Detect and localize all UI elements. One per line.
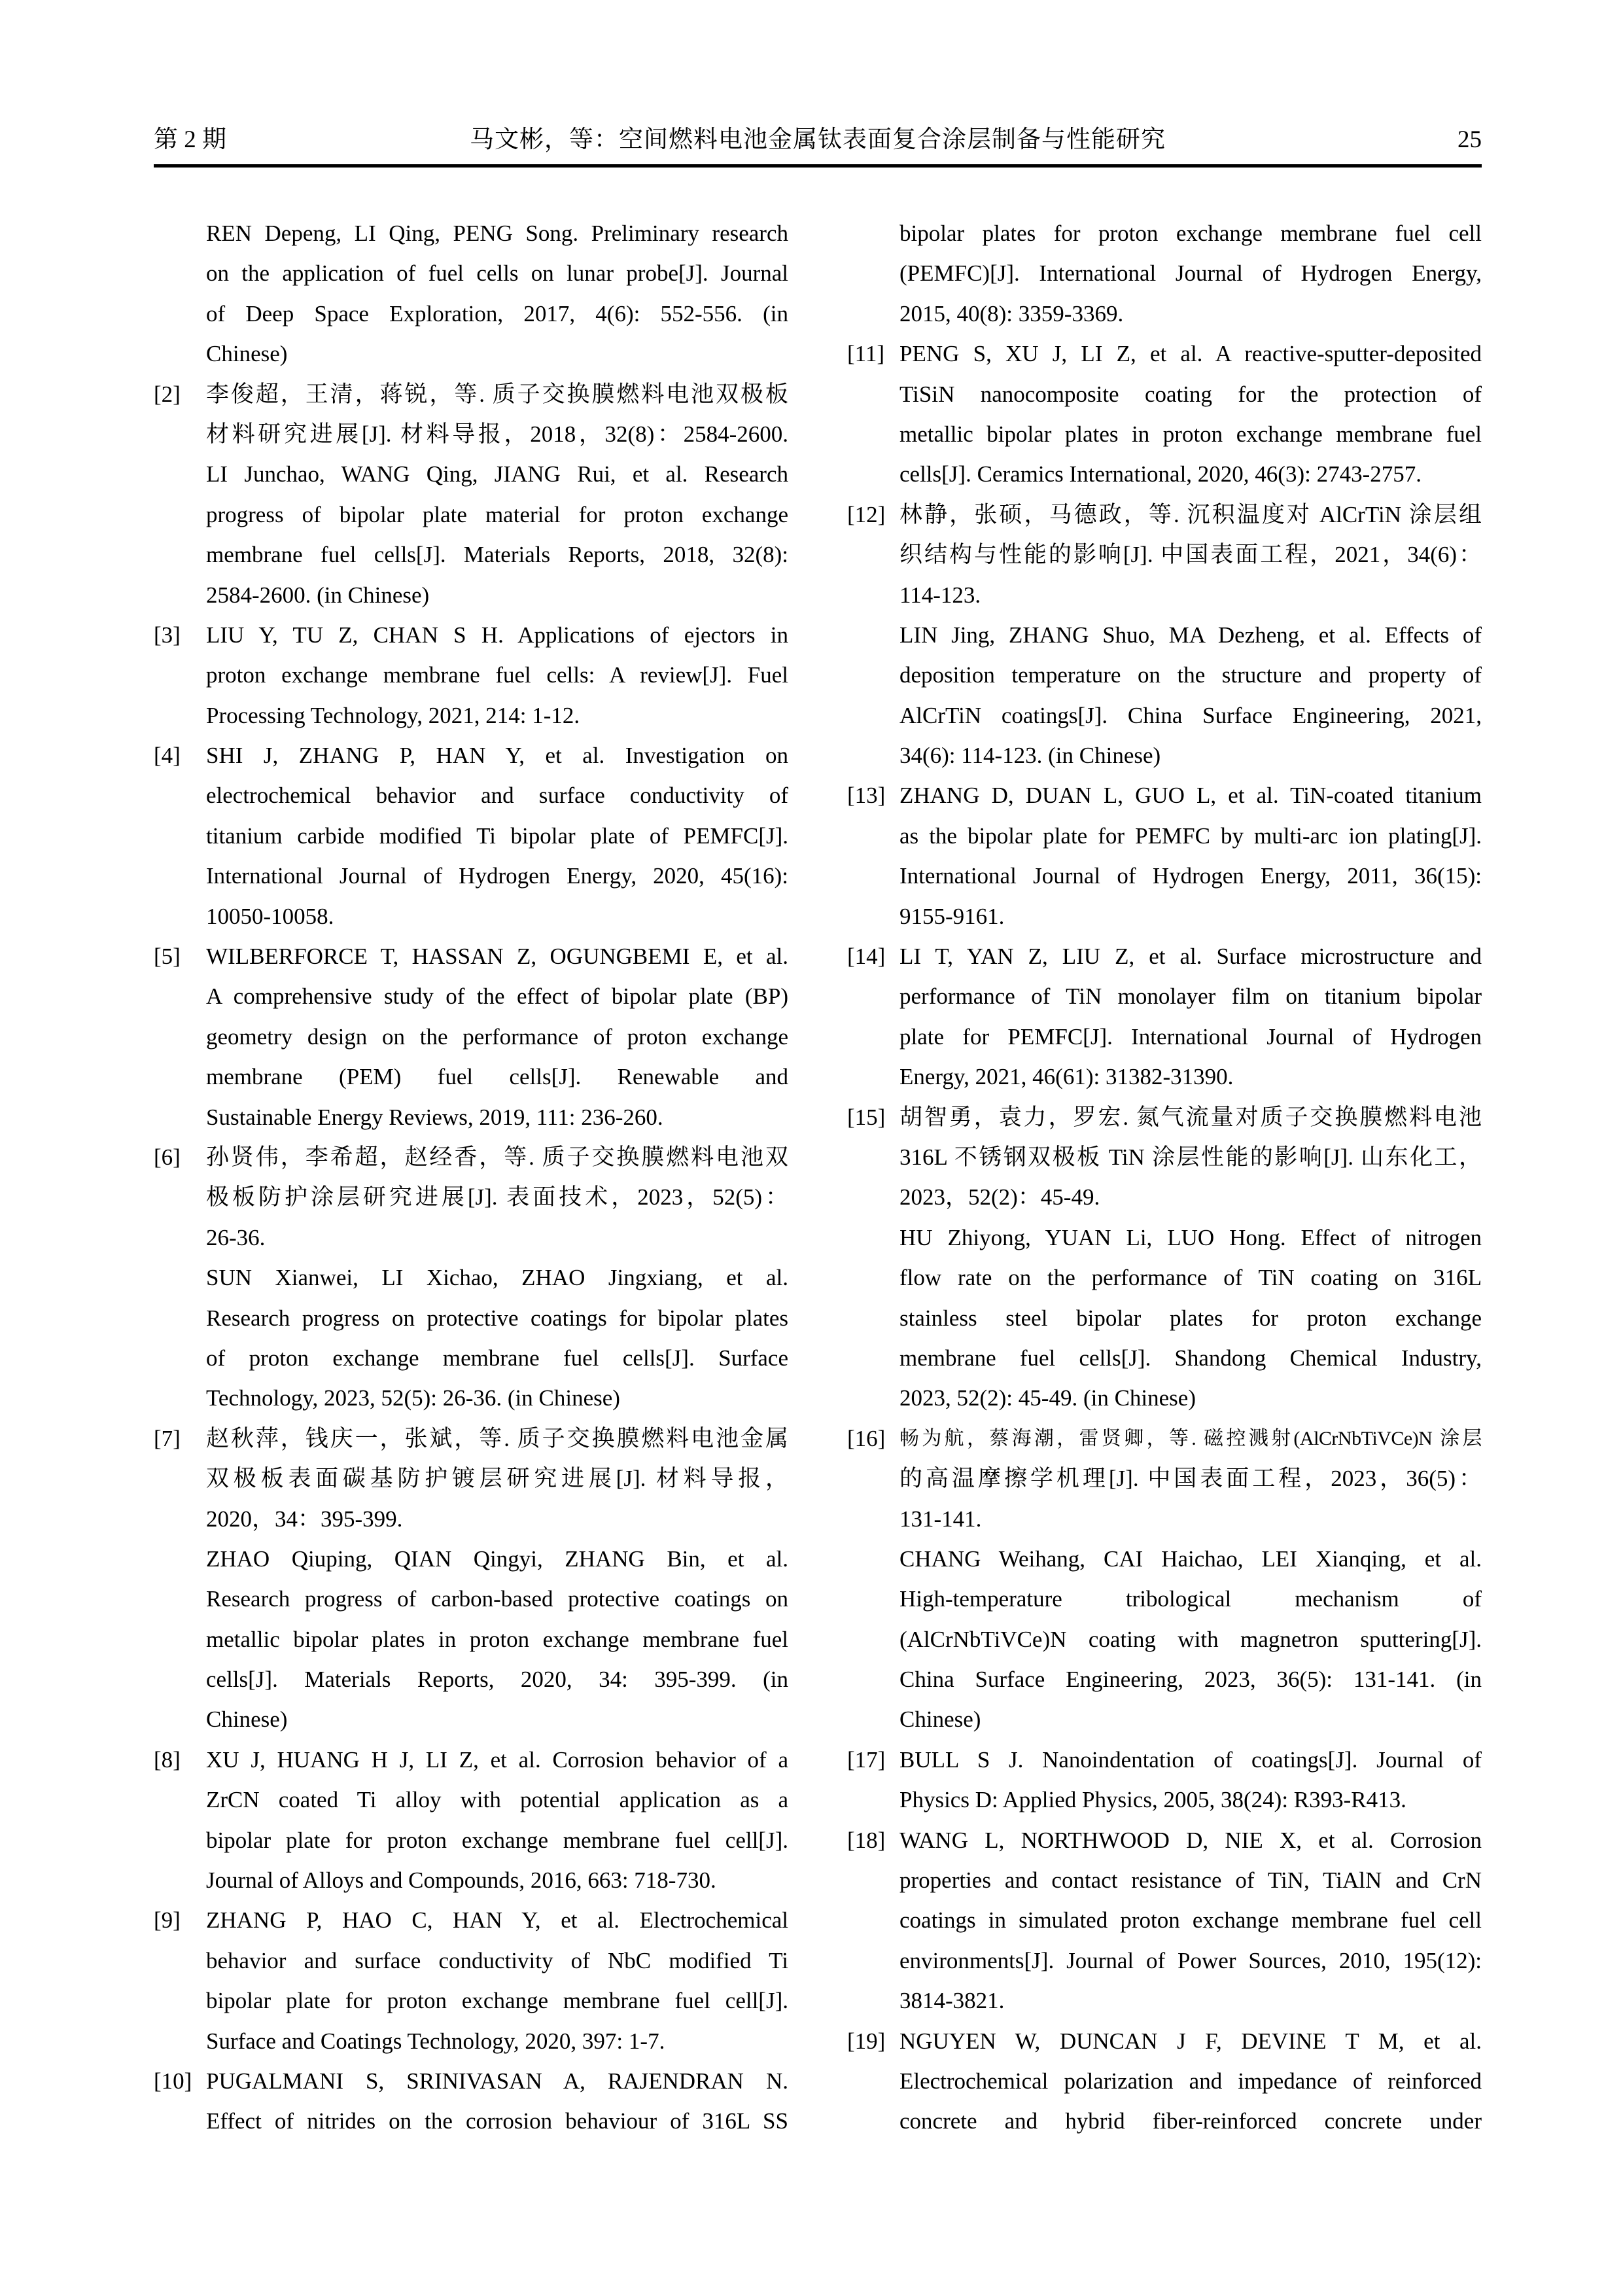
reference-line [154, 1137, 788, 1177]
reference-text: Processing Technology, 2021, 214: 1-12. [206, 702, 580, 728]
reference-text: WANG L, NORTHWOOD D, NIE X, et al. Corrosion [899, 1827, 1482, 1853]
reference-line [847, 1900, 1482, 1940]
reference-text: High-temperature tribological mechanism of [899, 1586, 1482, 1612]
reference-text: 织结构与性能的影响[J]. 中国表面工程，2021，34(6)： [899, 542, 1482, 568]
reference-line [847, 1981, 1482, 2021]
reference-text: flow rate on the performance of TiN coating on 316L [899, 1265, 1482, 1291]
reference-number [847, 615, 899, 655]
reference-line [154, 1419, 788, 1458]
reference-line [847, 1619, 1482, 1659]
reference-number [154, 1258, 206, 1298]
reference-number [847, 1941, 899, 1981]
reference-text: cells[J]. Materials Reports, 2020, 34: 395-399. (in [206, 1667, 788, 1693]
reference-line [847, 334, 1482, 374]
reference-text: LIU Y, TU Z, CHAN S H. Applications of ejectors in [206, 622, 788, 648]
reference-number: [10] [154, 2068, 192, 2094]
reference-number [847, 1900, 899, 1940]
reference-text: (AlCrNbTiVCe)N coating with magnetron sputtering[J]. [899, 1626, 1482, 1652]
reference-text: International Journal of Hydrogen Energy, 2020, 45(16): [206, 863, 788, 889]
reference-number [847, 213, 899, 253]
reference-line [154, 1619, 788, 1659]
reference-line [847, 1177, 1482, 1217]
reference-text: Chinese) [899, 1706, 981, 1733]
reference-line [154, 1057, 788, 1097]
reference-text: titanium carbide modified Ti bipolar plate of PEMFC[J]. [206, 822, 788, 849]
reference-number [847, 1499, 899, 1539]
reference-text: 赵秋萍，钱庆一，张斌，等. 质子交换膜燃料电池金属 [206, 1425, 788, 1451]
reference-text: metallic bipolar plates in proton exchange membrane fuel [899, 421, 1482, 447]
reference-number [154, 213, 206, 253]
reference-line [154, 976, 788, 1016]
reference-line [154, 1941, 788, 1981]
reference-line [154, 1177, 788, 1217]
reference-text: WILBERFORCE T, HASSAN Z, OGUNGBEMI E, et al. [206, 944, 788, 970]
reference-line [847, 1539, 1482, 1579]
reference-line [847, 816, 1482, 856]
reference-line [847, 1057, 1482, 1097]
reference-text: 26-36. [206, 1224, 266, 1250]
reference-number [154, 294, 206, 334]
reference-line [154, 2021, 788, 2061]
reference-text: Research progress on protective coatings for bipolar plates [206, 1305, 788, 1331]
reference-line [847, 1419, 1482, 1458]
reference-number [847, 1981, 899, 2021]
reference-number [154, 1057, 206, 1097]
reference-number [154, 454, 206, 494]
reference-line [154, 936, 788, 976]
reference-text: geometry design on the performance of proton exchange [206, 1023, 788, 1050]
reference-line [154, 896, 788, 936]
reference-line [847, 1137, 1482, 1177]
reference-text: bipolar plates for proton exchange membrane fuel cell [899, 221, 1482, 246]
reference-line [154, 1017, 788, 1057]
reference-text: proton exchange membrane fuel cells: A review[J]. Fuel [206, 662, 788, 688]
reference-number: [9] [154, 1907, 181, 1934]
reference-line [847, 374, 1482, 414]
reference-number [847, 896, 899, 936]
reference-line [154, 414, 788, 454]
reference-text: 孙贤伟，李希超，赵经香，等. 质子交换膜燃料电池双 [206, 1144, 788, 1170]
reference-text: properties and contact resistance of TiN, TiAlN and CrN [899, 1867, 1482, 1894]
reference-line [154, 294, 788, 334]
reference-line [154, 253, 788, 293]
reference-line [847, 2101, 1482, 2141]
reference-number: [19] [847, 2028, 886, 2054]
reference-line [847, 1941, 1482, 1981]
reference-text: 10050-10058. [206, 903, 334, 929]
reference-text: Research progress of carbon-based protective coatings on [206, 1586, 788, 1612]
reference-number: [5] [154, 944, 181, 970]
reference-number: [4] [154, 743, 181, 769]
reference-line [154, 1659, 788, 1699]
reference-text: 双极板表面碳基防护镀层研究进展[J]. 材料导报， [206, 1466, 788, 1492]
reference-line [154, 655, 788, 695]
reference-line [847, 976, 1482, 1016]
reference-line [847, 414, 1482, 454]
reference-line [154, 1338, 788, 1378]
reference-line [154, 735, 788, 775]
reference-line [154, 575, 788, 615]
reference-text: Electrochemical polarization and impedance of reinforced [899, 2068, 1482, 2094]
reference-line [847, 1458, 1482, 1498]
reference-number: [7] [154, 1425, 181, 1451]
reference-number [154, 414, 206, 454]
reference-text: 胡智勇，袁力，罗宏. 氮气流量对质子交换膜燃料电池 [899, 1104, 1482, 1130]
reference-line [847, 2021, 1482, 2061]
reference-text: of proton exchange membrane fuel cells[J]. Surface [206, 1345, 788, 1371]
reference-line [847, 856, 1482, 896]
reference-number [154, 2021, 206, 2061]
reference-number [154, 1981, 206, 2021]
reference-number [847, 414, 899, 454]
reference-number [847, 1218, 899, 1258]
reference-text: coatings in simulated proton exchange membrane fuel cell [899, 1907, 1482, 1934]
reference-number [847, 575, 899, 615]
reference-text: AlCrTiN coatings[J]. China Surface Engineering, 2021, [899, 702, 1482, 728]
reference-text: performance of TiN monolayer film on titanium bipolar [899, 983, 1482, 1010]
reference-number [847, 1177, 899, 1217]
reference-text: Chinese) [206, 341, 288, 367]
reference-text: bipolar plate for proton exchange membrane fuel cell[J]. [206, 1988, 788, 2014]
reference-text: progress of bipolar plate material for proton exchange [206, 501, 788, 527]
reference-number [154, 1539, 206, 1579]
reference-line [847, 655, 1482, 695]
reference-text: environments[J]. Journal of Power Sources, 2010, 195(12): [899, 1947, 1482, 1973]
reference-text: PENG S, XU J, LI Z, et al. A reactive-sputter-deposited [899, 341, 1482, 367]
reference-line [154, 1820, 788, 1860]
reference-line [847, 735, 1482, 775]
reference-number [154, 816, 206, 856]
reference-text: 的高温摩擦学机理[J]. 中国表面工程，2023，36(5)： [899, 1466, 1482, 1492]
reference-line [154, 495, 788, 535]
reference-number [847, 655, 899, 695]
reference-line [847, 1860, 1482, 1900]
reference-number [154, 896, 206, 936]
reference-line [154, 696, 788, 735]
reference-text: on the application of fuel cells on lunar probe[J]. Journal [206, 260, 788, 287]
page-header [154, 122, 1482, 158]
reference-text: LIN Jing, ZHANG Shuo, MA Dezheng, et al. Effects of [899, 622, 1482, 648]
reference-text: SHI J, ZHANG P, HAN Y, et al. Investigation on [206, 743, 788, 769]
reference-text: Physics D: Applied Physics, 2005, 38(24): R393-R413. [899, 1787, 1406, 1813]
reference-number [154, 495, 206, 535]
reference-text: BULL S J. Nanoindentation of coatings[J]. Journal of [899, 1746, 1482, 1773]
reference-text: International Journal of Hydrogen Energy, 2011, 36(15): [899, 863, 1482, 889]
reference-number [154, 1218, 206, 1258]
reference-line [154, 1378, 788, 1418]
reference-number [154, 1177, 206, 1217]
reference-number [154, 2101, 206, 2141]
reference-text: Surface and Coatings Technology, 2020, 397: 1-7. [206, 2028, 665, 2054]
reference-number [847, 1699, 899, 1739]
reference-text: LI T, YAN Z, LIU Z, et al. Surface microstructure and [899, 944, 1482, 970]
reference-line [154, 1218, 788, 1258]
reference-number [154, 775, 206, 815]
reference-text: A comprehensive study of the effect of bipolar plate (BP) [206, 983, 788, 1010]
reference-number: [11] [847, 341, 885, 367]
reference-number [847, 735, 899, 775]
reference-line [154, 1258, 788, 1298]
reference-line [154, 1981, 788, 2021]
reference-line [154, 816, 788, 856]
reference-text: 34(6): 114-123. (in Chinese) [899, 743, 1161, 769]
reference-number [847, 816, 899, 856]
reference-text: PUGALMANI S, SRINIVASAN A, RAJENDRAN N. [206, 2068, 788, 2094]
reference-line [154, 856, 788, 896]
reference-text: Technology, 2023, 52(5): 26-36. (in Chinese) [206, 1385, 620, 1411]
reference-line [154, 1740, 788, 1780]
reference-number: [15] [847, 1104, 886, 1130]
reference-text: CHANG Weihang, CAI Haichao, LEI Xianqing, et al. [899, 1545, 1482, 1572]
reference-text: 3814-3821. [899, 1988, 1005, 2014]
reference-number [847, 1780, 899, 1820]
references-section [154, 213, 1482, 2142]
reference-number [154, 1659, 206, 1699]
reference-text: as the bipolar plate for PEMFC by multi-arc ion plating[J]. [899, 822, 1482, 849]
reference-number: [16] [847, 1425, 886, 1451]
reference-text: membrane (PEM) fuel cells[J]. Renewable and [206, 1064, 788, 1090]
reference-number [154, 253, 206, 293]
reference-line [154, 1539, 788, 1579]
reference-line [154, 535, 788, 574]
reference-line [154, 334, 788, 374]
reference-number [154, 1820, 206, 1860]
reference-text: 畅为航，蔡海潮，雷贤卿，等. 磁控溅射(AlCrNbTiVCe)N 涂层 [899, 1427, 1482, 1449]
reference-text: deposition temperature on the structure and property of [899, 662, 1482, 688]
reference-line [847, 1820, 1482, 1860]
reference-line [847, 1699, 1482, 1739]
reference-number: [3] [154, 622, 181, 648]
reference-text: XU J, HUANG H J, LI Z, et al. Corrosion behavior of a [206, 1746, 788, 1773]
reference-number [847, 535, 899, 574]
reference-number [154, 1941, 206, 1981]
reference-number: [8] [154, 1746, 181, 1773]
reference-text: ZHAO Qiuping, QIAN Qingyi, ZHANG Bin, et al. [206, 1545, 788, 1572]
reference-number: [13] [847, 783, 886, 809]
reference-line [847, 775, 1482, 815]
reference-text: NGUYEN W, DUNCAN J F, DEVINE T M, et al. [899, 2028, 1482, 2054]
reference-line [847, 1780, 1482, 1820]
reference-text: 李俊超，王清，蒋锐，等. 质子交换膜燃料电池双极板 [206, 381, 788, 407]
reference-text: TiSiN nanocomposite coating for the protection of [899, 381, 1482, 407]
reference-number [154, 1780, 206, 1820]
reference-number [154, 696, 206, 735]
reference-number [847, 856, 899, 896]
reference-number [847, 1057, 899, 1097]
reference-line [847, 575, 1482, 615]
reference-number [847, 1378, 899, 1418]
reference-number [154, 1699, 206, 1739]
reference-line [847, 2061, 1482, 2101]
reference-number [847, 1579, 899, 1619]
reference-line [154, 1097, 788, 1137]
reference-line [847, 1378, 1482, 1418]
reference-number [847, 1258, 899, 1298]
reference-text: 114-123. [899, 582, 981, 608]
reference-text: cells[J]. Ceramics International, 2020, 46(3): 2743-2757. [899, 461, 1422, 487]
reference-number [847, 454, 899, 494]
reference-line [847, 1338, 1482, 1378]
reference-line [847, 1097, 1482, 1137]
reference-text: 2023，52(2)：45-49. [899, 1184, 1100, 1210]
reference-number [847, 1458, 899, 1498]
reference-text: membrane fuel cells[J]. Materials Reports, 2018, 32(8): [206, 542, 788, 568]
reference-line [847, 1579, 1482, 1619]
reference-line [847, 1258, 1482, 1298]
reference-text: metallic bipolar plates in proton exchange membrane fuel [206, 1626, 788, 1652]
reference-text: 131-141. [899, 1506, 982, 1532]
reference-text: 9155-9161. [899, 903, 1005, 929]
reference-text: SUN Xianwei, LI Xichao, ZHAO Jingxiang, et al. [206, 1265, 788, 1291]
page-number: 25 [1457, 126, 1482, 153]
reference-line [154, 775, 788, 815]
reference-line [847, 615, 1482, 655]
reference-line [154, 1579, 788, 1619]
reference-text: 2023, 52(2): 45-49. (in Chinese) [899, 1385, 1196, 1411]
column-right [847, 213, 1482, 2142]
reference-text: (PEMFC)[J]. International Journal of Hydrogen Energy, [899, 260, 1482, 287]
reference-text: membrane fuel cells[J]. Shandong Chemical Industry, [899, 1345, 1482, 1371]
reference-number [847, 1338, 899, 1378]
reference-number: [12] [847, 501, 886, 527]
reference-line [154, 374, 788, 414]
reference-number [847, 1298, 899, 1338]
reference-line [847, 454, 1482, 494]
reference-number [847, 374, 899, 414]
reference-number [847, 1860, 899, 1900]
reference-text: behavior and surface conductivity of NbC modified Ti [206, 1947, 788, 1973]
reference-number [154, 535, 206, 574]
reference-text: Journal of Alloys and Compounds, 2016, 663: 718-730. [206, 1867, 716, 1894]
reference-number [847, 2061, 899, 2101]
reference-number [154, 1860, 206, 1900]
reference-number [847, 696, 899, 735]
reference-text: bipolar plate for proton exchange membrane fuel cell[J]. [206, 1827, 788, 1853]
reference-line [154, 1458, 788, 1498]
issue-label: 第 2 期 [154, 126, 226, 153]
reference-line [847, 896, 1482, 936]
reference-text: ZHANG D, DUAN L, GUO L, et al. TiN-coated titanium [899, 783, 1482, 809]
reference-line [847, 936, 1482, 976]
reference-line [154, 454, 788, 494]
reference-text: Chinese) [206, 1706, 288, 1733]
reference-line [847, 1499, 1482, 1539]
reference-text: 2020，34：395-399. [206, 1506, 403, 1532]
reference-text: 林静，张硕，马德政，等. 沉积温度对 AlCrTiN 涂层组 [899, 501, 1482, 527]
reference-number [154, 856, 206, 896]
reference-line [154, 1780, 788, 1820]
reference-line [847, 1740, 1482, 1780]
column-left [154, 213, 788, 2142]
reference-line [154, 1298, 788, 1338]
reference-line [847, 213, 1482, 253]
reference-line [847, 1017, 1482, 1057]
reference-text: of Deep Space Exploration, 2017, 4(6): 552-556. (in [206, 300, 788, 327]
reference-number [154, 1097, 206, 1137]
reference-text: REN Depeng, LI Qing, PENG Song. Preliminary research [206, 221, 788, 246]
reference-text: Effect of nitrides on the corrosion behaviour of 316L SS [206, 2108, 788, 2134]
reference-number [847, 253, 899, 293]
reference-line [847, 696, 1482, 735]
reference-line [847, 1659, 1482, 1699]
reference-number [154, 655, 206, 695]
reference-text: 2015, 40(8): 3359-3369. [899, 300, 1124, 327]
reference-text: ZrCN coated Ti alloy with potential application as a [206, 1787, 788, 1813]
reference-number [154, 575, 206, 615]
reference-text: HU Zhiyong, YUAN Li, LUO Hong. Effect of nitrogen [899, 1224, 1482, 1250]
reference-line [847, 294, 1482, 334]
reference-number [154, 1298, 206, 1338]
reference-number [847, 1017, 899, 1057]
reference-text: stainless steel bipolar plates for proton exchange [899, 1305, 1482, 1331]
reference-line [847, 1218, 1482, 1258]
reference-number: [17] [847, 1746, 886, 1773]
reference-text: 316L 不锈钢双极板 TiN 涂层性能的影响[J]. 山东化工， [899, 1144, 1482, 1170]
reference-line [154, 1699, 788, 1739]
header-rule [154, 164, 1482, 168]
reference-text: Energy, 2021, 46(61): 31382-31390. [899, 1064, 1234, 1090]
reference-line [847, 535, 1482, 574]
reference-text: LI Junchao, WANG Qing, JIANG Rui, et al. Research [206, 461, 788, 487]
reference-text: Sustainable Energy Reviews, 2019, 111: 236-260. [206, 1104, 663, 1130]
reference-line [154, 2061, 788, 2101]
reference-number [847, 1659, 899, 1699]
reference-line [847, 1298, 1482, 1338]
reference-number [847, 294, 899, 334]
reference-line [154, 1900, 788, 1940]
reference-line [154, 2101, 788, 2141]
reference-line [154, 1860, 788, 1900]
reference-number: [6] [154, 1144, 181, 1170]
reference-text: 材料研究进展[J]. 材料导报，2018，32(8)：2584-2600. [206, 421, 788, 447]
reference-number [154, 1017, 206, 1057]
reference-number [154, 1499, 206, 1539]
reference-text: China Surface Engineering, 2023, 36(5): 131-141. (in [899, 1667, 1482, 1693]
reference-line [847, 253, 1482, 293]
reference-number [154, 976, 206, 1016]
reference-text: ZHANG P, HAO C, HAN Y, et al. Electrochemical [206, 1907, 788, 1934]
reference-number [847, 1539, 899, 1579]
running-title: 马文彬，等：空间燃料电池金属钛表面复合涂层制备与性能研究 [470, 126, 1166, 153]
reference-number [154, 1458, 206, 1498]
reference-line [154, 615, 788, 655]
reference-number [154, 1378, 206, 1418]
reference-line [154, 213, 788, 253]
reference-number [154, 1619, 206, 1659]
reference-number [154, 1338, 206, 1378]
reference-number [154, 1579, 206, 1619]
reference-text: 2584-2600. (in Chinese) [206, 582, 430, 608]
reference-number: [18] [847, 1827, 886, 1853]
reference-number [847, 1619, 899, 1659]
reference-text: concrete and hybrid fiber-reinforced concrete under [899, 2108, 1482, 2134]
reference-number: [2] [154, 381, 181, 407]
reference-number [847, 1137, 899, 1177]
reference-number [154, 334, 206, 374]
reference-line [847, 495, 1482, 535]
reference-number: [14] [847, 944, 886, 970]
reference-text: plate for PEMFC[J]. International Journal of Hydrogen [899, 1023, 1482, 1050]
reference-text: electrochemical behavior and surface conductivity of [206, 783, 788, 809]
reference-line [154, 1499, 788, 1539]
reference-text: 极板防护涂层研究进展[J]. 表面技术，2023，52(5)： [206, 1184, 788, 1210]
reference-number [847, 976, 899, 1016]
reference-number [847, 2101, 899, 2141]
